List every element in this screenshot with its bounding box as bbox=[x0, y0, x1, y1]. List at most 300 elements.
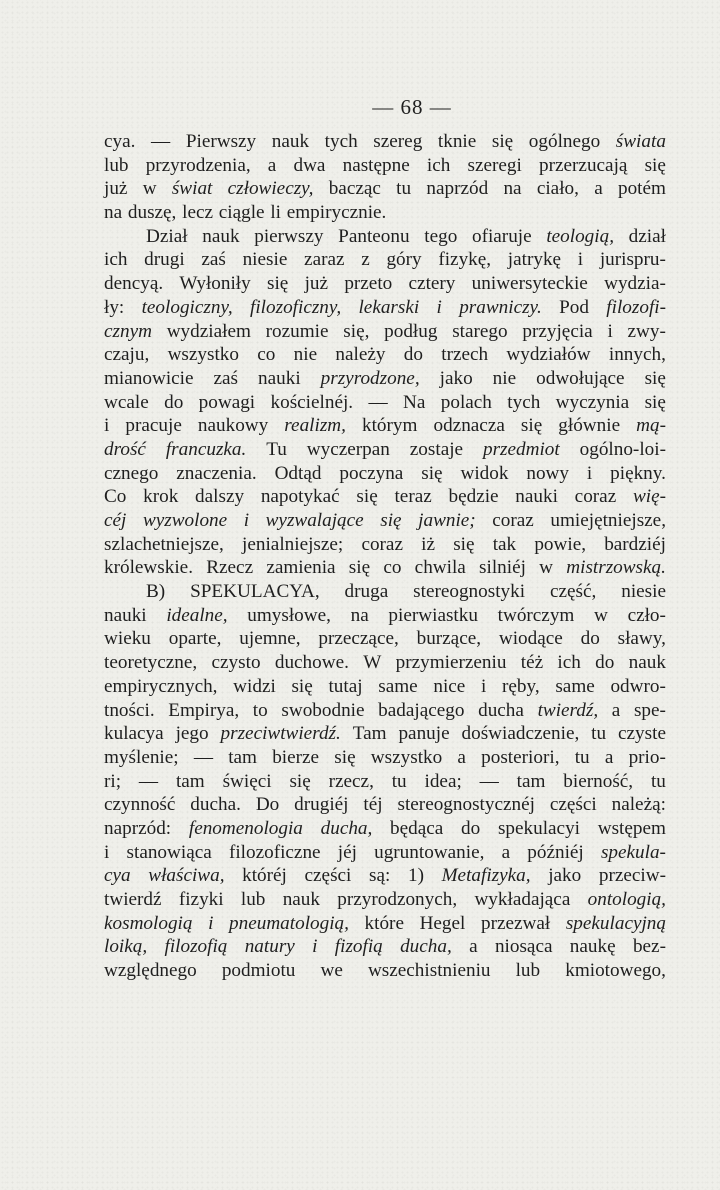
word: właściwa, bbox=[148, 865, 225, 887]
word: ugruntowanie, bbox=[374, 841, 485, 863]
word: czysto bbox=[211, 652, 261, 674]
text-line bbox=[104, 533, 666, 557]
word: tych bbox=[507, 391, 541, 413]
word: ogólnego bbox=[528, 131, 601, 152]
word: idea; bbox=[424, 770, 462, 792]
word: druga bbox=[344, 581, 389, 603]
word: się bbox=[334, 746, 356, 768]
word: Panteonu bbox=[338, 225, 410, 247]
text-line bbox=[104, 367, 666, 391]
word: tam bbox=[228, 746, 257, 768]
word: się bbox=[421, 462, 443, 484]
word: we bbox=[320, 960, 343, 982]
word: wszystko bbox=[370, 746, 443, 768]
text-line bbox=[104, 722, 666, 746]
text-line bbox=[104, 272, 666, 296]
word: ducha bbox=[478, 699, 524, 721]
word: ofiaruje bbox=[471, 225, 532, 247]
word: realizm, bbox=[284, 415, 346, 437]
text-line bbox=[104, 935, 666, 959]
word: tego bbox=[424, 225, 458, 247]
word: a bbox=[604, 746, 614, 768]
word: ły: bbox=[104, 296, 125, 318]
word: jéj bbox=[337, 841, 357, 863]
text-line bbox=[104, 391, 666, 415]
word: przeto bbox=[344, 273, 393, 295]
word: któréj bbox=[242, 865, 287, 887]
word: już bbox=[304, 273, 329, 295]
word: kulacya bbox=[104, 723, 164, 745]
word: ducha, bbox=[400, 936, 452, 958]
word: i bbox=[104, 841, 110, 863]
word: wyzwolone bbox=[142, 510, 228, 531]
word: szeregi bbox=[467, 154, 522, 176]
word: bardziéj bbox=[604, 533, 666, 555]
word: następne bbox=[342, 154, 410, 176]
word: przedmiot bbox=[482, 438, 560, 460]
word: późniéj bbox=[527, 841, 584, 863]
word: się bbox=[291, 675, 313, 697]
word: silniéj bbox=[479, 557, 526, 579]
word: — bbox=[368, 391, 388, 413]
word: jurispru- bbox=[599, 249, 666, 271]
word: kościelnéj. bbox=[270, 391, 354, 413]
word: wszystko bbox=[167, 344, 239, 366]
word: szereg bbox=[373, 131, 423, 152]
text-line bbox=[104, 296, 666, 320]
word: głównie bbox=[558, 415, 621, 437]
word: coraz bbox=[574, 486, 617, 508]
word: zwy- bbox=[627, 320, 666, 342]
word: Na bbox=[403, 391, 426, 413]
word: Pierwszy bbox=[185, 131, 257, 152]
word: — bbox=[479, 770, 499, 792]
word: przymierzeniu bbox=[395, 652, 507, 674]
word: przezwał bbox=[480, 912, 551, 934]
word: i bbox=[312, 936, 318, 958]
text-line bbox=[104, 699, 666, 723]
text-line bbox=[104, 485, 666, 509]
text-line bbox=[104, 130, 666, 154]
text-line bbox=[104, 675, 666, 699]
text-line bbox=[104, 248, 666, 272]
word: i bbox=[436, 296, 442, 318]
word: drugiéj bbox=[294, 794, 349, 816]
word: należą: bbox=[611, 794, 666, 816]
word: a bbox=[457, 746, 466, 768]
word: niesie bbox=[242, 249, 288, 271]
word: trzech bbox=[441, 344, 489, 366]
word: w bbox=[594, 604, 608, 626]
word: lub bbox=[104, 154, 129, 176]
word: filozofią bbox=[164, 936, 228, 958]
word: kosmologią bbox=[104, 912, 193, 934]
word: ciało, bbox=[536, 178, 579, 200]
word: wykładająca bbox=[474, 889, 571, 910]
word: francuzka. bbox=[165, 438, 247, 460]
word: nice bbox=[433, 675, 466, 697]
word: względnego bbox=[104, 960, 197, 982]
word: do bbox=[580, 628, 600, 650]
word: zaś bbox=[213, 367, 239, 389]
word: wszechistnieniu bbox=[367, 960, 491, 982]
word: odwołujące bbox=[536, 367, 625, 389]
word: wstępem bbox=[597, 817, 666, 839]
word: tu bbox=[391, 770, 407, 792]
word: i bbox=[243, 510, 250, 531]
word: wydzia- bbox=[604, 273, 666, 295]
text-line bbox=[104, 462, 666, 486]
word: jako bbox=[548, 865, 582, 887]
word: doświadczenie, bbox=[461, 723, 580, 745]
word: się bbox=[289, 770, 311, 792]
word: pneumatologią, bbox=[229, 912, 349, 934]
word: a bbox=[611, 699, 621, 721]
word: jego bbox=[175, 723, 209, 745]
word: dwa bbox=[293, 154, 326, 176]
word: widok bbox=[460, 462, 509, 484]
word: cya. bbox=[104, 131, 136, 152]
word: powie, bbox=[534, 533, 587, 555]
word: ich bbox=[557, 652, 581, 674]
text-line bbox=[104, 912, 666, 936]
word: wiodące bbox=[498, 628, 563, 650]
word: cznego bbox=[104, 462, 159, 484]
word: fizykę, bbox=[438, 249, 492, 271]
word: ich bbox=[104, 249, 128, 271]
word: stereognostyki bbox=[413, 581, 526, 603]
word: Wyłoniły bbox=[179, 273, 251, 295]
word: naprzód: bbox=[104, 817, 172, 839]
text-line bbox=[104, 556, 666, 580]
word: spe- bbox=[633, 699, 666, 721]
word: widzi bbox=[233, 675, 276, 697]
word: świata bbox=[615, 131, 666, 152]
word: li bbox=[270, 202, 281, 224]
text-line bbox=[104, 770, 666, 794]
word: nauk bbox=[202, 225, 240, 247]
word: wię- bbox=[632, 486, 666, 508]
word: do bbox=[403, 344, 423, 366]
word: W bbox=[363, 652, 382, 674]
word: świat bbox=[171, 178, 213, 200]
word: się bbox=[380, 510, 402, 531]
word: pracuje bbox=[125, 415, 182, 437]
word: naprzód bbox=[426, 178, 489, 200]
word: będzie bbox=[448, 486, 499, 508]
word: przeczące, bbox=[318, 628, 399, 650]
word: tknie bbox=[437, 131, 477, 152]
word: twierdź, bbox=[537, 699, 599, 721]
word: się bbox=[491, 131, 514, 152]
word: cznym bbox=[104, 320, 152, 342]
word: do bbox=[164, 391, 184, 413]
word: się, bbox=[343, 320, 370, 342]
word: przyjęcia bbox=[522, 320, 593, 342]
word: prawniczy. bbox=[459, 296, 542, 318]
word: natury bbox=[244, 936, 295, 958]
word: powagi bbox=[198, 391, 256, 413]
word: stanowiąca bbox=[126, 841, 212, 863]
word: same bbox=[378, 675, 418, 697]
word: czyste bbox=[618, 723, 666, 745]
word: wyczerpan bbox=[306, 438, 390, 460]
word: znaczenia. bbox=[176, 462, 257, 484]
word: téż bbox=[520, 652, 544, 674]
word: przyrodzone, bbox=[320, 367, 420, 389]
word: filozofi- bbox=[606, 296, 666, 318]
word: tam bbox=[516, 770, 546, 792]
word: 1) bbox=[407, 865, 424, 887]
text-line bbox=[104, 320, 666, 344]
word: prio- bbox=[628, 746, 666, 768]
word: które bbox=[364, 912, 404, 934]
word: mą- bbox=[636, 415, 666, 437]
word: stereognostycznéj bbox=[397, 794, 535, 816]
word: Pod bbox=[559, 296, 589, 318]
word: się bbox=[267, 273, 289, 295]
word: do bbox=[595, 652, 615, 674]
word: w bbox=[539, 557, 554, 579]
word: tu bbox=[591, 723, 607, 745]
word: czło- bbox=[627, 604, 666, 626]
word: ri; bbox=[104, 770, 122, 792]
word: Hegel bbox=[419, 912, 466, 934]
word: chwila bbox=[414, 557, 466, 579]
word: — bbox=[193, 746, 213, 768]
word: tam bbox=[175, 770, 205, 792]
word: cztery bbox=[408, 273, 456, 295]
word: ich bbox=[426, 154, 451, 176]
word: na bbox=[503, 178, 522, 200]
word: spekula- bbox=[600, 841, 666, 863]
word: panuje bbox=[398, 723, 450, 745]
word: się bbox=[644, 154, 666, 176]
word: odwro- bbox=[610, 675, 666, 697]
word: Tam bbox=[352, 723, 387, 745]
word: téj bbox=[363, 794, 383, 816]
word: do bbox=[461, 817, 481, 839]
word: rozumie bbox=[265, 320, 329, 342]
word: człowieczy, bbox=[227, 178, 314, 200]
word: czynność bbox=[104, 794, 176, 816]
word: starego bbox=[452, 320, 508, 342]
word: sławy, bbox=[617, 628, 666, 650]
word: tutaj bbox=[328, 675, 363, 697]
word: dencyą. bbox=[104, 273, 164, 295]
word: w bbox=[142, 178, 157, 200]
word: — bbox=[151, 131, 171, 152]
word: podmiotu bbox=[221, 960, 296, 982]
word: mianowicie bbox=[104, 367, 194, 389]
text-line bbox=[104, 841, 666, 865]
word: przeciw- bbox=[598, 865, 666, 887]
word: bierze bbox=[272, 746, 320, 768]
word: i bbox=[607, 320, 613, 342]
text-line bbox=[104, 817, 666, 841]
word: przyrodzonych, bbox=[337, 889, 458, 910]
word: tak bbox=[492, 533, 517, 555]
word: napotykać bbox=[260, 486, 340, 508]
word: ujemne, bbox=[239, 628, 301, 650]
text-line bbox=[104, 343, 666, 367]
word: części bbox=[304, 865, 352, 887]
word: a bbox=[267, 154, 277, 176]
text-line bbox=[104, 793, 666, 817]
word: przyrodzenia, bbox=[145, 154, 251, 176]
word: nauk bbox=[271, 131, 310, 152]
word: fizofią bbox=[334, 936, 383, 958]
word: fizyki bbox=[178, 889, 224, 910]
word: polach bbox=[440, 391, 492, 413]
word: cya bbox=[104, 865, 131, 887]
word: myślenie; bbox=[104, 746, 179, 768]
word: się bbox=[644, 391, 666, 413]
word: ontologią, bbox=[587, 889, 666, 910]
word: z bbox=[361, 249, 370, 271]
word: odznacza bbox=[433, 415, 505, 437]
text-line bbox=[104, 959, 666, 983]
word: teoretyczne, bbox=[104, 652, 198, 674]
word: zaś bbox=[201, 249, 226, 271]
word: kmiotowego, bbox=[565, 960, 666, 982]
word: co bbox=[257, 344, 276, 366]
word: nauki bbox=[104, 604, 147, 626]
word: teologią, bbox=[546, 225, 614, 247]
word: drość bbox=[104, 438, 146, 460]
word: fenomenologia bbox=[188, 817, 303, 839]
word: a bbox=[469, 936, 478, 958]
word: święci bbox=[222, 770, 272, 792]
text-line bbox=[104, 225, 666, 249]
word: naukę bbox=[569, 936, 616, 958]
word: Rzecz bbox=[206, 557, 254, 579]
word: się bbox=[356, 486, 378, 508]
word: już bbox=[104, 178, 128, 200]
word: burzące, bbox=[416, 628, 482, 650]
word: coraz bbox=[361, 533, 403, 555]
word: uniwersyteckie bbox=[471, 273, 588, 295]
word: filozoficzne bbox=[228, 841, 321, 863]
word: zamienia bbox=[266, 557, 336, 579]
word: będąca bbox=[390, 817, 444, 839]
word: co bbox=[383, 557, 402, 579]
word: Do bbox=[255, 794, 280, 816]
word: królewskie. bbox=[104, 557, 193, 579]
word: czaju, bbox=[104, 344, 150, 366]
word: dział bbox=[628, 225, 666, 247]
word: i bbox=[481, 675, 487, 697]
word: Co bbox=[104, 486, 127, 508]
word: bierność, bbox=[563, 770, 634, 792]
word: oparte, bbox=[168, 628, 222, 650]
word: same bbox=[555, 675, 595, 697]
word: na bbox=[350, 604, 369, 626]
word: wyzwalające bbox=[265, 510, 364, 531]
word: się bbox=[348, 557, 371, 579]
word: posteriori, bbox=[481, 746, 560, 768]
word: badającego bbox=[378, 699, 465, 721]
word: Dział bbox=[146, 225, 188, 247]
word: piękny. bbox=[610, 462, 666, 484]
word: duszę, bbox=[127, 202, 177, 224]
word: swobodnie bbox=[281, 699, 365, 721]
word: nauki bbox=[515, 486, 558, 508]
word: nauk bbox=[628, 652, 666, 674]
word: potém bbox=[617, 178, 666, 200]
word: jatrykę bbox=[507, 249, 562, 271]
word: spekulacyjną bbox=[565, 912, 666, 934]
word: wydziałów bbox=[506, 344, 591, 366]
word: niesie bbox=[621, 581, 666, 603]
word: duchowe. bbox=[274, 652, 349, 674]
word: tu bbox=[574, 746, 590, 768]
text-line bbox=[104, 604, 666, 628]
text-line bbox=[104, 414, 666, 438]
word: drugi bbox=[144, 249, 185, 271]
word: — bbox=[138, 770, 159, 792]
word: którym bbox=[362, 415, 418, 437]
word: wyczynia bbox=[555, 391, 630, 413]
word: poczyna bbox=[339, 462, 404, 484]
word: na bbox=[104, 202, 123, 224]
word: umiejętniejsze, bbox=[550, 510, 666, 531]
word: tu bbox=[650, 770, 666, 792]
word: tych bbox=[324, 131, 358, 152]
word: bez- bbox=[632, 936, 666, 958]
word: należy bbox=[335, 344, 386, 366]
word: i bbox=[208, 912, 214, 934]
word: loiką, bbox=[104, 936, 148, 958]
word: lecz bbox=[182, 202, 213, 224]
word: Odtąd bbox=[274, 462, 322, 484]
word: spekulacyi bbox=[497, 817, 580, 839]
word: niosąca bbox=[494, 936, 553, 958]
word: i bbox=[586, 462, 593, 484]
word: jako bbox=[439, 367, 473, 389]
word: są: bbox=[369, 865, 391, 887]
word: nauki bbox=[258, 367, 301, 389]
word: coraz bbox=[492, 510, 534, 531]
word: Tu bbox=[266, 438, 287, 460]
word: lub bbox=[240, 889, 266, 910]
word: nowy bbox=[526, 462, 569, 484]
word: iż bbox=[421, 533, 436, 555]
word: céj bbox=[104, 510, 127, 531]
word: a bbox=[501, 841, 511, 863]
word: się bbox=[644, 367, 666, 389]
word: a bbox=[594, 178, 603, 200]
word: innych, bbox=[608, 344, 666, 366]
text-line bbox=[104, 746, 666, 770]
page-text bbox=[104, 130, 666, 983]
word: zostaje bbox=[409, 438, 464, 460]
word: twierdź bbox=[104, 889, 162, 910]
word: wcale bbox=[104, 391, 149, 413]
word: mistrzowską. bbox=[566, 557, 666, 579]
word: krok bbox=[143, 486, 179, 508]
word: bacząc bbox=[328, 178, 381, 200]
word: twórczym bbox=[497, 604, 575, 626]
word: ducha. bbox=[190, 794, 241, 816]
word: filozoficzny, bbox=[250, 296, 342, 318]
word: nauk bbox=[282, 889, 320, 910]
word: pierwszy bbox=[254, 225, 324, 247]
word: B) bbox=[146, 581, 166, 603]
word: część, bbox=[549, 581, 597, 603]
word: szlachetniejsze, bbox=[104, 533, 224, 555]
word: dalszy bbox=[195, 486, 245, 508]
